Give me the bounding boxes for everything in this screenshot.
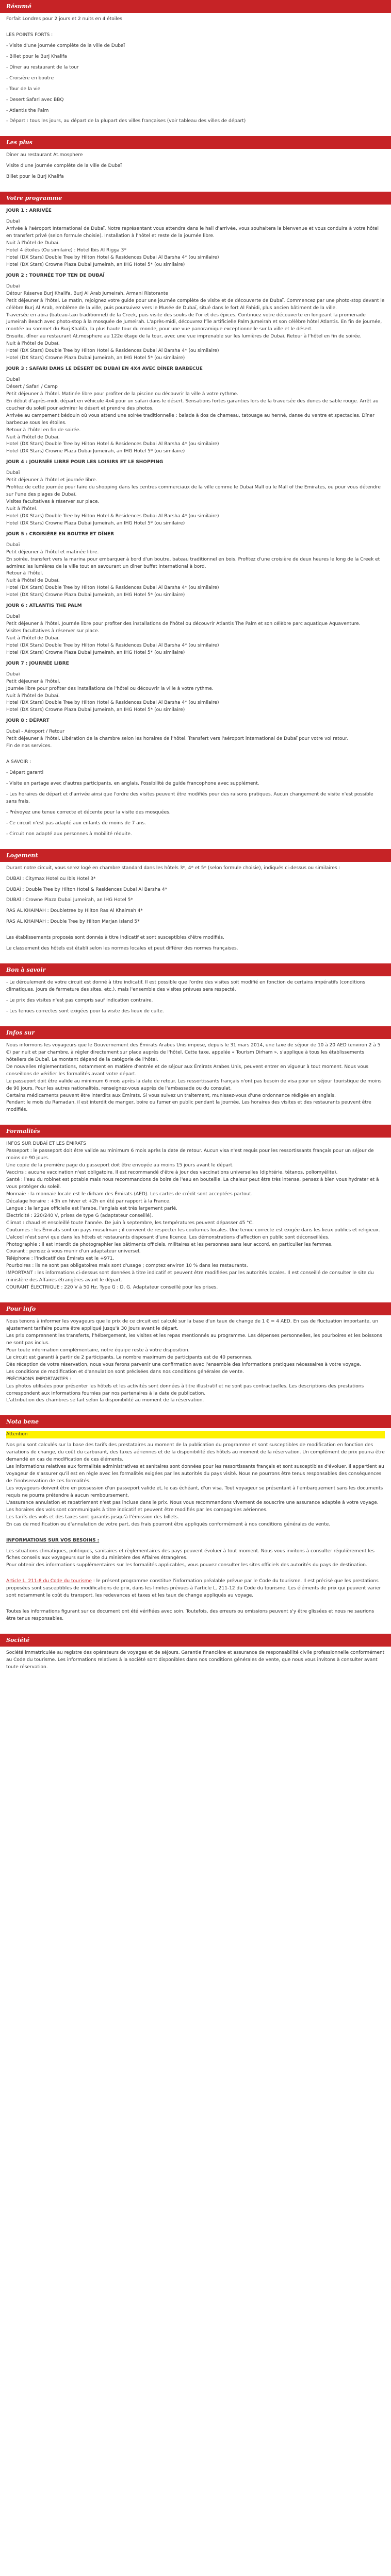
hotel-line: DUBAÏ : Citymax Hotel ou Ibis Hotel 3* [6,876,96,882]
note-line: - Prévoyez une tenue correcte et décente pour la visite des mosquées. [6,809,171,815]
program-title: Votre programme [0,192,391,205]
formalities-section [0,1138,391,1302]
notice-text: Nos prix sont calculés sur la base des tarifs des prestataires au moment de la publication du programme et sont susceptibles de modification en fonction des variations de change, du coût du carburant, des taxes aériennes et de la disponibilité des hôtels au moment de la réservation. Un complément de prix pourra être demandé en cas de modification de ces éléments. Les informations relatives aux formalités administratives et sanitaires sont données pour les ressortissants français et sont susceptibles d'évoluer. Il appartient au voyageur de s'assurer qu'il est en règle avec les formalités exigées par les autorités du pays visité. Nous ne pourrons être tenus responsables des conséquences de l'inobservation de ces formalités. Les voyageurs doivent être en possession d'un passeport valide et, le cas échéant, d'un visa. Tout voyageur se présentant à l'embarquement sans les documents requis ne pourra prétendre à aucun remboursement. L'assurance annulation et rapatriement n'est pas incluse dans le prix. Nous vous recommandons vivement de souscrire une assurance adaptée à votre voyage. Les horaires des vols sont communiqués à titre indicatif et peuvent être modifiés par les compagnies aériennes. Les tarifs des vols et des taxes sont garantis jusqu'à l'émission des billets. En cas de modification ou d'annulation de votre part, des frais pourront être appliqués conformément à nos conditions générales de vente. [6,1443,385,1527]
good-line: - Le prix des visites n'est pas compris sauf indication contraire. [6,998,153,1004]
notice-highlight: Attention [6,1431,385,1438]
hotel-line: DUBAÏ : Double Tree by Hilton Hotel & Residences Dubai Al Barsha 4* [6,887,168,892]
plus-title: Les plus [0,136,391,149]
law-link[interactable]: Article L. 211-8 du Code du tourisme [6,1579,92,1584]
hotel-line: DUBAÏ : Crowne Plaza Dubai Jumeirah, an IHG Hotel 5* [6,897,133,903]
law-text: : le présent programme constitue l'information préalable prévue par le Code du tourisme. Il est précisé que les prestations proposées sont susceptibles de modifications de prix, dans les limites prévues à l'article L. 211-12 du Code du tourisme. Les éléments de prix qui peuvent varier sont notamment le coût du transport, les redevances et taxes et les taux de change appliqués au voyage. [6,1579,381,1599]
note-line: - Visite en partage avec d'autres participants, en anglais. Possibilité de guide francophone avec supplément. [6,781,259,786]
good-section [0,976,391,1026]
day-text: Dubaï Arrivée à l'aéroport International de Dubaï. Notre représentant vous attendra dans le hall d'arrivée, vous souhaitera la bienvenue et vous conduira à votre hôtel en transfert privé (selon formule choisie). Installation à l'hôtel et reste de la journée libre. Nuit à l'hôtel de Dubaï. Hotel 4 étoiles (Ou similaire) : Hotel Ibis Al Rigga 3* Hotel (DX Stars) Double Tree by Hilton Hotel & Residences Dubai Al Barsha 4* (ou similaire) Hotel (DX Stars) Crowne Plaza Dubai Jumeirah, an IHG Hotel 5* (ou similaire) [6,219,379,267]
day-title: JOUR 6 : ATLANTIS THE PALM [6,603,82,609]
summary-line: LES POINTS FORTS : [6,32,53,38]
good-title: Bon à savoir [0,963,391,976]
summary-line: - Desert Safari avec BBQ [6,97,64,103]
day-title: JOUR 2 : TOURNÉE TOP TEN DE DUBAÏ [6,273,105,278]
day-text: Dubaï Détour Réserve Burj Khalifa, Burj Al Arab Jumeirah, Armani Ristorante Petit déjeuner à l'hôtel. Le matin, rejoignez votre guide pour une journée complète de visite et de découverte de Dubaï. Commencez par une photo-stop devant le célèbre Burj Al Arab, emblème de la ville, puis poursuivez vers le Musée de Dubaï, situé dans le fort Al Fahidi, plus ancien bâtiment de la ville. Traversée en abra (bateau-taxi traditionnel) de la Creek, puis visite des souks de l'or et des épices. Continuez votre découverte en longeant la promenade Jumeirah Beach avec photo-stop à la mosquée de Jumeirah. L'après-midi, découvrez l'île artificielle Palm Jumeirah et son célèbre hôtel Atlantis. En fin de journée, montée au sommet du Burj Khalifa, la plus haute tour du monde, pour une vue panoramique exceptionnelle sur la ville et le désert. Ensuite, dîner au restaurant At.mosphere au 122e étage de la tour, avec une vue imprenable sur les lumières de Dubaï. Retour à l'hôtel en fin de soirée. Nuit à l'hôtel de Dubaï. Hotel (DX Stars) Double Tree by Hilton Hotel & Residences Dubai Al Barsha 4* (ou similaire) Hotel (DX Stars) Crowne Plaza Dubai Jumeirah, an IHG Hotel 5* (ou similaire) [6,283,385,361]
lodging-text: Durant notre circuit, vous serez logé en chambre standard dans les hôtels 3*, 4* et 5* (selon formule choisie), indiqués ci-dessus ou similaires : [6,865,340,871]
formalities-title: Formalités [0,1125,391,1138]
plus-line: Visite d'une journée complète de la ville de Dubaï [6,163,122,169]
summary-section [0,13,391,136]
day-title: JOUR 5 : CROISIÈRE EN BOUTRE ET DÎNER [6,531,115,537]
info-title: Infos sur [0,1026,391,1039]
lodging-section [0,862,391,964]
plus-line: Billet pour le Burj Khalifa [6,174,64,180]
price-section [0,1315,391,1415]
summary-line: Forfait Londres pour 2 jours et 2 nuits en 4 étoiles [6,16,123,22]
day-text: Dubaï - Aéroport / Retour Petit déjeuner à l'hôtel. Libération de la chambre selon les horaires de l'hôtel. Transfert vers l'aéroport international de Dubaï pour votre vol retour. Fin de nos services. [6,729,348,749]
day-text: Dubaï Petit déjeuner à l'hôtel et journée libre. Profitez de cette journée pour faire du shopping dans les centres commerciaux de la ville comme le Dubai Mall ou le Mall of the Emirates, ou pour vous détendre sur l'une des plages de Dubaï. Visites facultatives à réserver sur place. Nuit à l'hôtel. Hotel (DX Stars) Double Tree by Hilton Hotel & Residences Dubai Al Barsha 4* (ou similaire) Hotel (DX Stars) Crowne Plaza Dubai Jumeirah, an IHG Hotel 5* (ou similaire) [6,470,381,526]
note-line: - Ce circuit n'est pas adapté aux enfants de moins de 7 ans. [6,820,146,826]
info-subtitle: INFORMATIONS SUR VOS BESOINS : [6,1537,100,1543]
summary-line: - Départ : tous les jours, au départ de la plupart des villes françaises (voir tableau des villes de départ) [6,118,246,124]
info-text: Nous informons les voyageurs que le Gouvernement des Émirats Arabes Unis impose, depuis le 31 mars 2014, une taxe de séjour de 10 à 20 AED (environ 2 à 5 €) par nuit et par chambre, à régler directement sur place auprès de l'hôtel. Cette taxe, appelée « Tourism Dirham », s'applique à tous les établissements hôteliers de Dubaï. Le montant dépend de la catégorie de l'hôtel. De nouvelles réglementations, notamment en matière d'entrée et de séjour aux Émirats Arabes Unis, peuvent entrer en vigueur à tout moment. Nous vous conseillons de vérifier les formalités avant votre départ. Le passeport doit être valide au minimum 6 mois après la date de retour. Les ressortissants français n'ont pas besoin de visa pour un séjour touristique de moins de 90 jours. Pour les autres nationalités, renseignez-vous auprès de l'ambassade ou du consulat. Certains médicaments peuvent être interdits aux Émirats. Si vous suivez un traitement, munissez-vous d'une ordonnance rédigée en anglais. Pendant le mois du Ramadan, il est interdit de manger, boire ou fumer en public pendant la journée. Les horaires des visites et des restaurants peuvent être modifiés. [6,1042,382,1113]
price-text: Nous tenons à informer les voyageurs que le prix de ce circuit est calculé sur la base d'un taux de change de 1 € = 4 AED. En cas de fluctuation importante, un ajustement tarifaire pourra être appliqué jusqu'à 30 jours avant le départ. Les prix comprennent les transferts, l'hébergement, les visites et les repas mentionnés au programme. Les dépenses personnelles, les pourboires et les boissons ne sont pas inclus. Pour toute information complémentaire, notre équipe reste à votre disposition. Le circuit est garanti à partir de 2 participants. Le nombre maximum de participants est de 40 personnes. Dès réception de votre réservation, nous vous ferons parvenir une confirmation avec l'ensemble des informations pratiques nécessaires à votre voyage. Les conditions de modification et d'annulation sont précisées dans nos conditions générales de vente. PRÉCISIONS IMPORTANTES : Les photos utilisées pour présenter les hôtels et les activités sont données à titre illustratif et ne sont pas contractuelles. Les descriptions des prestations correspondent aux informations fournies par nos partenaires à la date de publication. L'attribution des chambres se fait selon la disponibilité au moment de la réservation. [6,1319,382,1403]
program-section [0,205,391,849]
info-paragraph: Les situations climatiques, politiques, sanitaires et règlementaires des pays peuvent évoluer à tout moment. Nous vous invitons à consulter régulièrement les fiches conseils aux voyageurs sur le site du ministère des Affaires étrangères. Pour obtenir des informations supplémentaires sur les formalités applicables, vous pouvez consulter les sites officiels des autorités du pays de destination. [6,1548,374,1568]
day-text: Dubaï Petit déjeuner à l'hôtel. Journée libre pour profiter des installations de l'hôtel ou découvrir la ville à votre rythme. Nuit à l'hôtel de Dubaï. Hotel (DX Stars) Double Tree by Hilton Hotel & Residences Dubai Al Barsha 4* (ou similaire) Hotel (DX Stars) Crowne Plaza Dubai Jumeirah, an IHG Hotel 5* (ou similaire) [6,671,219,713]
formalities-text: INFOS SUR DUBAÏ ET LES ÉMIRATS Passeport : le passeport doit être valide au minimum 6 mois après la date de retour. Aucun visa n'est requis pour les ressortissants français pour un séjour de moins de 90 jours. Une copie de la première page du passeport doit être envoyée au moins 15 jours avant le départ. Vaccins : aucune vaccination n'est obligatoire. Il est recommandé d'être à jour des vaccinations universelles (diphtérie, tétanos, poliomyélite). Santé : l'eau du robinet est potable mais nous recommandons de boire de l'eau en bouteille. La chaleur peut être très intense, pensez à bien vous hydrater et à vous protéger du soleil. Monnaie : la monnaie locale est le dirham des Émirats (AED). Les cartes de crédit sont acceptées partout. Décalage horaire : +3h en hiver et +2h en été par rapport à la France. Langue : la langue officielle est l'arabe, l'anglais est très largement parlé. Électricité : 220/240 V, prises de type G (adaptateur conseillé). Climat : chaud et ensoleillé toute l'année. De juin à septembre, les températures peuvent dépasser 45 °C. Coutumes : les Émirats sont un pays musulman ; il convient de respecter les coutumes locales. Une tenue correcte est exigée dans les lieux publics et religieux. L'alcool n'est servi que dans les hôtels et restaurants disposant d'une licence. Les démonstrations d'affection en public sont déconseillées. Photographie : il est interdit de photographier les bâtiments officiels, militaires et les personnes sans leur accord, en particulier les femmes. Courant : pensez à vous munir d'un adaptateur universel. Téléphone : l'indicatif des Émirats est le +971. Pourboires : ils ne sont pas obligatoires mais sont d'usage ; comptez environ 10 % dans les restaurants. IMPORTANT : les informations ci-dessus sont données à titre indicatif et peuvent être modifiées par les autorités locales. Il est conseillé de consulter le site du ministère des Affaires étrangères avant le départ. COURANT ÉLECTRIQUE : 220 V à 50 Hz. Type G : D, G. Adaptateur conseillé pour les prises. [6,1141,380,1291]
hotel-line: RAS AL KHAIMAH : Double Tree by Hilton Marjan Island 5* [6,919,140,925]
price-title: Pour info [0,1302,391,1315]
day-title: JOUR 4 : JOURNÉE LIBRE POUR LES LOISIRS ET LE SHOPPING [6,460,164,465]
hotel-line: RAS AL KHAIMAH : Doubletree by Hilton Ras Al Khaimah 4* [6,908,143,914]
company-title: Société [0,1634,391,1647]
lodging-title: Logement [0,849,391,862]
summary-line: - Dîner au restaurant de la tour [6,64,79,70]
good-line: - Le déroulement de votre circuit est donné à titre indicatif. Il est possible que l'ordre des visites soit modifié en fonction de certains impératifs (conditions climatiques, jours de fermeture des sites, etc.), mais l'ensemble des visites prévues sera respecté. [6,980,366,993]
notice-section [0,1428,391,1634]
summary-title: Résumé [0,0,391,13]
good-line: - Les tenues correctes sont exigées pour la visite des lieux de culte. [6,1008,164,1014]
plus-section [0,149,391,192]
company-text: Société immatriculée au registre des opérateurs de voyages et de séjours. Garantie financière et assurance de responsabilité civile professionnelle conformément au Code du tourisme. Les informations relatives à la société sont disponibles dans nos conditions générales de vente, que nous vous invitons à consulter avant toute réservation. [6,1650,385,1670]
lodging-footer: Les établissements proposés sont donnés à titre indicatif et sont susceptibles d'être modifiés. [6,935,224,941]
lodging-footer: Le classement des hôtels est établi selon les normes locales et peut différer des normes françaises. [6,946,238,952]
info-section [0,1039,391,1125]
note-line: - Départ garanti [6,770,44,776]
summary-line: - Atlantis the Palm [6,108,49,113]
summary-line: - Croisière en boutre [6,75,54,81]
law-paragraph [6,1578,385,1600]
day-text: Dubaï Petit déjeuner à l'hôtel et matinée libre. En soirée, transfert vers la marina pour embarquer à bord d'un boutre, bateau traditionnel en bois. Profitez d'une croisière de deux heures le long de la Creek et admirez les lumières de la ville tout en savourant un dîner buffet international à bord. Retour à l'hôtel. Nuit à l'hôtel de Dubaï. Hotel (DX Stars) Double Tree by Hilton Hotel & Residences Dubai Al Barsha 4* (ou similaire) Hotel (DX Stars) Crowne Plaza Dubai Jumeirah, an IHG Hotel 5* (ou similaire) [6,542,380,598]
summary-line: - Visite d'une journée complète de la ville de Dubaï [6,43,125,48]
day-title: JOUR 3 : SAFARI DANS LE DÉSERT DE DUBAÏ EN 4X4 AVEC DÎNER BARBECUE [6,366,203,372]
company-section [0,1647,391,1686]
closing-paragraph: Toutes les informations figurant sur ce document ont été vérifiées avec soin. Toutefois, des erreurs ou omissions peuvent s'y être glissées et nous ne saurions être tenus responsables. [6,1609,374,1622]
day-title: JOUR 7 : JOURNÉE LIBRE [6,660,69,666]
note-line: - Les horaires de départ et d'arrivée ainsi que l'ordre des visites peuvent être modifiés pour des raisons pratiques. Aucun changement de visite n'est possible sans frais. [6,791,373,804]
summary-line: - Tour de la vie [6,86,41,92]
day-title: JOUR 1 : ARRIVÉE [6,208,52,214]
day-text: Dubaï Petit déjeuner à l'hôtel. Journée libre pour profiter des installations de l'hôtel ou découvrir Atlantis The Palm et son célèbre parc aquatique Aquaventure. Visites facultatives à réserver sur place. Nuit à l'hôtel de Dubaï. Hotel (DX Stars) Double Tree by Hilton Hotel & Residences Dubai Al Barsha 4* (ou similaire) Hotel (DX Stars) Crowne Plaza Dubai Jumeirah, an IHG Hotel 5* (ou similaire) [6,614,361,655]
note-line: - Circuit non adapté aux personnes à mobilité réduite. [6,831,132,837]
day-title: JOUR 8 : DÉPART [6,718,50,724]
notice-title: Nota bene [0,1415,391,1428]
summary-line: - Billet pour le Burj Khalifa [6,54,67,59]
day-text: Dubaï Désert / Safari / Camp Petit déjeuner à l'hôtel. Matinée libre pour profiter de la piscine ou découvrir la ville à votre rythme. En début d'après-midi, départ en véhicule 4x4 pour un safari dans le désert. Sensations fortes garanties lors de la traversée des dunes de sable rouge. Arrêt au coucher du soleil pour admirer le désert et prendre des photos. Arrivée au campement bédouin où vous attend une soirée traditionnelle : balade à dos de chameau, tatouage au henné, danse du ventre et spectacles. Dîner barbecue sous les étoiles. Retour à l'hôtel en fin de soirée. Nuit à l'hôtel de Dubaï. Hotel (DX Stars) Double Tree by Hilton Hotel & Residences Dubai Al Barsha 4* (ou similaire) Hotel (DX Stars) Crowne Plaza Dubai Jumeirah, an IHG Hotel 5* (ou similaire) [6,377,379,454]
note-line: A SAVOIR : [6,759,31,765]
plus-line: Dîner au restaurant At.mosphere [6,152,83,158]
